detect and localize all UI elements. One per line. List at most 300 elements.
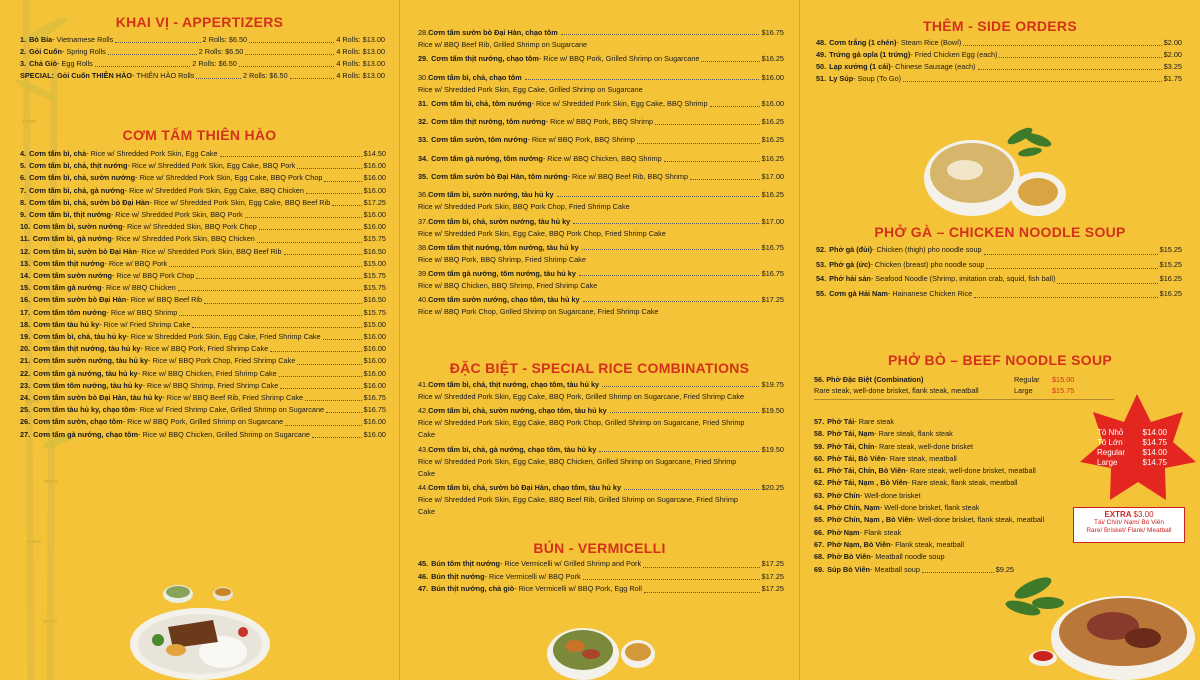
item-name: Phở Tái: [827, 417, 855, 426]
item-number: 15.: [20, 283, 31, 293]
item-price: $1.75: [1163, 74, 1182, 84]
item-name: Bún tôm thịt nướng: [431, 559, 500, 568]
item-price: $19.50: [761, 406, 784, 416]
side-orders-list: [816, 37, 1182, 85]
item-number: 51.: [816, 74, 827, 84]
leader-dots: [974, 290, 1157, 298]
item-description: - Vietnamese Rolls: [52, 35, 114, 44]
item-number: 13.: [20, 258, 31, 268]
leader-dots: [323, 332, 362, 340]
bun-bowl-photo: [545, 614, 660, 680]
item-price: $15.75: [363, 283, 386, 293]
item-name: Cơm tấm sườn, chạo tôm: [33, 417, 123, 427]
menu-item: [20, 368, 386, 380]
item-name: Cơm tấm thịt nướng, tàu hủ ky: [33, 344, 141, 354]
item-price: $15.75: [363, 307, 386, 317]
item-name: Bún thịt nướng, chả giò: [431, 584, 515, 593]
item-name: Cơm tấm sườn nướng, tàu hủ ky: [33, 356, 149, 366]
leader-dots: [561, 27, 759, 35]
leader-dots: [297, 357, 361, 365]
item-description: Rice w/ BBQ Pork, BBQ Shrimp, Fried Shrimp Cake: [418, 254, 586, 264]
item-price: 4 Rolls: $13.00: [336, 35, 385, 44]
item-description: - Rice w/ BBQ Beef Rib: [126, 295, 203, 305]
item-description: - Rice w/ BBQ Pork Chop, Fried Shrimp Cake: [148, 356, 296, 366]
leader-dots: [599, 444, 758, 452]
size-label: Tô Nhỏ: [1097, 428, 1124, 437]
item-name: Cơm tấm bì, chả, tôm nướng: [431, 98, 532, 108]
leader-dots: [710, 99, 760, 107]
item-description: Rice w/ Shredded Pork Skin, Egg Cake, BBQ Pork Chop, Grilled Shrimp on Sugarcane, Fried Shrimp Cake: [418, 418, 745, 440]
item-number: 50.: [816, 62, 827, 72]
item-number: 65.: [814, 515, 825, 525]
menu-item: [20, 294, 386, 306]
item-description: - Rare steak, well-done brisket, meatball: [905, 466, 1036, 476]
item-description: - Spring Rolls: [61, 47, 106, 57]
item-number: 12.: [20, 246, 31, 256]
item-description: - Meatball soup: [870, 564, 920, 574]
menu-item: [418, 268, 784, 292]
menu-item: [418, 98, 784, 110]
item-description: - Rare steak: [854, 417, 894, 426]
item-number: 10.: [20, 222, 31, 232]
item-description: - Rice w/ BBQ Pork: [104, 258, 168, 268]
item-name: Cơm tấm sườn, tôm nướng: [431, 135, 528, 145]
item-number: 20.: [20, 344, 31, 354]
extra-title: EXTRA: [1104, 510, 1132, 519]
item-name: Cơm gà Hải Nam: [829, 288, 888, 298]
item-description: - Egg Rolls: [57, 59, 93, 69]
item-price: $16.00: [363, 356, 386, 366]
menu-item: [418, 379, 784, 403]
item-name: Cơm tấm gà nướng, chạo tôm: [33, 429, 139, 439]
menu-item: [20, 319, 386, 331]
menu-item: [20, 58, 385, 70]
menu-item: [418, 482, 784, 518]
menu-item: [20, 355, 386, 367]
menu-item: [814, 564, 1014, 576]
leader-dots: [643, 560, 760, 568]
item-number: 30.: [418, 72, 429, 82]
menu-item: [20, 429, 386, 441]
item-price: 4 Rolls: $13.00: [336, 59, 385, 69]
leader-dots: [290, 71, 335, 79]
item-number: 68.: [814, 552, 825, 562]
item-name: Cơm tấm sườn bò Đại Hàn, tàu hủ ky: [33, 393, 163, 403]
item-price: $16.75: [363, 393, 386, 403]
size-price-row: [1097, 428, 1167, 438]
item-price: $16.50: [363, 246, 386, 256]
leader-dots: [306, 186, 362, 194]
item-description: - Flank steak: [859, 527, 902, 537]
leader-dots: [963, 38, 1161, 46]
item-price: $2.00: [1163, 50, 1182, 60]
leader-dots: [196, 271, 361, 279]
leader-dots: [297, 161, 361, 169]
item-price: $16.25: [1159, 274, 1182, 283]
item-number: 57.: [814, 417, 825, 426]
menu-item: [20, 380, 386, 392]
item-description: - Seafood Noodle (Shrimp, imitation crab, squid, fish ball): [870, 274, 1056, 283]
item-number: 8.: [20, 197, 27, 207]
leader-dots: [573, 216, 758, 224]
item-name: Cơm tấm gà nướng, tôm nướng: [431, 153, 543, 163]
small-price: 2 Rolls: $6.50: [202, 35, 248, 44]
item-number: 6.: [20, 173, 27, 183]
item-name: Cơm tấm thịt nướng, tôm nướng: [431, 117, 546, 127]
item-number: 58.: [814, 429, 825, 439]
item-price: $16.50: [363, 295, 386, 305]
leader-dots: [332, 198, 361, 206]
leader-dots: [284, 247, 362, 255]
item-description: - Rice w/ BBQ Chicken, BBQ Shrimp: [542, 153, 662, 163]
item-number: 5.: [20, 161, 27, 171]
item-description: - Rice w/ Fried Shrimp Cake: [99, 319, 191, 329]
com-tam-heading: CƠM TẤM THIÊN HÀO: [122, 127, 277, 143]
size-label: Large: [1097, 458, 1118, 467]
item-number: 23.: [20, 380, 31, 390]
item-description: - Rice w Shredded Pork Skin, Egg Cake, Fried Shrimp Cake: [126, 332, 321, 342]
item-number: 40.: [418, 295, 429, 305]
item-price: $16.00: [363, 344, 386, 354]
item-description: - Rice Vermicelli w/ BBQ Pork: [484, 571, 581, 581]
item-number: 43.: [418, 444, 429, 454]
item-number: 46.: [418, 571, 429, 581]
item-description: - Rice w/ BBQ Pork, BBQ Shrimp: [527, 135, 635, 145]
item-price: $16.00: [363, 368, 386, 378]
item-number: 61.: [814, 466, 825, 476]
item-description: Rice w/ Shredded Pork Skin, Egg Cake, BBQ Chicken, Grilled Shrimp on Sugarcane, Fried Shrimp Cake: [418, 456, 737, 478]
item-number: 11.: [20, 234, 30, 244]
menu-item: [814, 490, 1084, 502]
leader-dots: [324, 174, 361, 182]
leader-dots: [204, 296, 362, 304]
item-number: 19.: [20, 332, 31, 342]
item-name: Phở Tái, Nạm , Bò Viên: [827, 478, 908, 488]
menu-item: [816, 287, 1182, 302]
item-price: $16.00: [761, 72, 784, 82]
item-name: Cơm tấm bì, sườn nướng: [33, 222, 123, 232]
menu-item: [20, 160, 386, 172]
item-description: - Rare steak, flank steak, meatball: [907, 478, 1018, 488]
item-price: $15.00: [363, 258, 386, 268]
menu-item: [814, 514, 1084, 526]
item-name: Phở gà (đùi): [829, 245, 873, 254]
item-price: $20.25: [761, 483, 784, 493]
leader-dots: [192, 320, 361, 328]
item-price: $2.00: [1163, 38, 1182, 47]
menu-item: [20, 172, 386, 184]
leader-dots: [999, 50, 1161, 58]
item-description: - Rice w/ BBQ Chicken, Fried Shrimp Cake: [137, 368, 277, 378]
leader-dots: [220, 149, 362, 157]
item-description: - Rice w/ Shredded Pork Skin, Egg Cake, BBQ Shrimp: [531, 98, 708, 108]
item-price: $17.25: [761, 559, 784, 568]
menu-item: [814, 428, 1084, 440]
item-description: - Rice w/ BBQ Chicken, Grilled Shrimp on Sugarcane: [138, 429, 310, 439]
menu-item: [20, 343, 386, 355]
leader-dots: [178, 283, 362, 291]
item-name: Phở hải sản: [829, 274, 871, 283]
item-name: Cơm trắng (1 chén): [829, 38, 897, 47]
item-name: Cơm tấm bì, chả, sườn nướng, chạo tôm, tàu hủ ky: [428, 406, 607, 416]
item-description: - Rice w/ Shredded Pork Skin, Egg Cake, BBQ Pork: [127, 161, 296, 171]
item-number: 44.: [418, 483, 429, 493]
item-name: Cơm tấm gà nướng: [33, 283, 102, 293]
menu-item: [816, 37, 1182, 49]
item-name: Phở Bò Viên: [827, 552, 871, 562]
item-description: - Rice w/ Shredded Skin, BBQ Pork Chop: [122, 222, 257, 232]
item-number: 31.: [418, 98, 429, 108]
leader-dots: [903, 74, 1162, 82]
item-number: 38.: [418, 242, 429, 252]
item-name: Gỏi Cuốn THIÊN HÀO: [57, 71, 133, 81]
item-number: 18.: [20, 319, 31, 329]
menu-item: [20, 404, 386, 416]
item-number: 63.: [814, 490, 825, 500]
leader-dots: [610, 405, 759, 413]
item-name: Phở Tái, Bò Viên: [827, 453, 886, 463]
item-number: 64.: [814, 503, 825, 513]
item-name: Cơm tấm bì, chả, tàu hủ ky: [33, 332, 127, 342]
item-name: Cơm tấm bì, chả, sườn bò Đại Hàn: [29, 197, 150, 207]
item-number: 17.: [20, 307, 31, 317]
item-name: Cơm tấm thịt nướng: [33, 258, 105, 268]
item-price: $16.75: [761, 28, 784, 37]
item-number: 56.: [814, 375, 825, 384]
pho-dac-biet-item: [814, 374, 1114, 396]
item-name: Cơm tấm tàu hủ ky: [33, 319, 100, 329]
menu-item: [20, 246, 386, 258]
item-number: 34.: [418, 153, 429, 163]
item-price: $17.00: [761, 171, 784, 181]
item-number: 25.: [20, 405, 31, 415]
item-price: $16.25: [761, 117, 784, 127]
item-number: 62.: [814, 478, 825, 488]
item-description: Rice w/ Shredded Pork Skin, Egg Cake, Grilled Shrimp on Sugarcane: [418, 84, 643, 94]
leader-dots: [922, 565, 994, 573]
item-name: Bò Bía: [29, 35, 53, 44]
item-price: $17.25: [363, 197, 386, 207]
item-description: - Rice w/ BBQ Pork Chop: [112, 271, 195, 281]
item-number: 52.: [816, 245, 827, 254]
menu-column-left: [0, 0, 400, 680]
leader-dots: [115, 35, 200, 43]
item-number: 59.: [814, 441, 825, 451]
item-price: $9.25: [995, 564, 1014, 574]
bun-list: [418, 558, 784, 596]
item-number: 2.: [20, 47, 27, 57]
item-description: - Chinese Sausage (each): [890, 62, 976, 72]
item-name: Cơm tấm thịt nướng, tôm nướng, tàu hủ ky: [428, 242, 579, 252]
item-description: Rice w/ BBQ Pork Chop, Grilled Shrimp on Sugarcane, Fried Shrimp Cake: [418, 307, 659, 317]
menu-item: [20, 416, 386, 428]
item-description: - Rice Vermicelli w/ Grilled Shrimp and Pork: [500, 559, 642, 568]
item-name: Cơm tấm bì, sườn nướng, tàu hủ ky: [428, 190, 554, 200]
item-price: $16.00: [363, 210, 386, 220]
item-name: Cơm tấm sườn bò Đại Hàn: [33, 295, 127, 305]
item-description: - Well-done brisket: [859, 490, 921, 500]
item-name: Cơm tấm thịt nướng, chạo tôm: [431, 54, 539, 64]
menu-item: [814, 441, 1084, 453]
item-number: 53.: [816, 259, 827, 269]
item-name: Cơm tấm bì, chả, thịt nướng, chạo tôm, tàu hủ ky: [428, 380, 600, 389]
menu-item: [814, 527, 1084, 539]
size-label: Regular: [1097, 448, 1126, 457]
item-description: - Steam Rice (Bowl): [896, 38, 962, 47]
item-price: $16.00: [363, 185, 386, 195]
leader-dots: [108, 47, 197, 55]
com-tam-combo-list: [418, 27, 784, 321]
item-price: 4 Rolls: $13.00: [336, 71, 385, 81]
item-description: Rice w/ BBQ Chicken, BBQ Shrimp, Fried Shrimp Cake: [418, 281, 598, 291]
extra-price: $3.00: [1133, 510, 1154, 519]
item-price: $19.75: [761, 380, 784, 389]
menu-item: [816, 258, 1182, 273]
menu-item: [816, 61, 1182, 73]
leader-dots: [701, 54, 759, 62]
pho-bo-bowl-photo: [1003, 568, 1198, 680]
menu-item: [20, 197, 386, 209]
extra-vn-line: Tái/ Chín/ Nạm/ Bò Viên: [1094, 519, 1164, 526]
item-number: 60.: [814, 453, 825, 463]
item-description: - Rare steak, meatball: [885, 453, 957, 463]
item-price: $16.25: [761, 54, 784, 64]
menu-item: [418, 153, 784, 165]
item-name: Cơm tấm tàu hủ ky, chạo tôm: [33, 405, 136, 415]
item-name: Bún thịt nướng: [431, 571, 485, 581]
item-description: - Rice w/ Shredded Pork Skin, BBQ Chicken: [111, 234, 255, 244]
item-description: Rice w/ Shredded Pork Skin, Egg Cake, BBQ Pork Chop, Fried Shrimp Cake: [418, 228, 666, 238]
leader-dots: [257, 235, 362, 243]
item-name: Phở Đặc Biệt (Combination): [826, 375, 924, 384]
item-description: - Rice w/ BBQ Pork, BBQ Shrimp: [545, 117, 654, 127]
leader-dots: [259, 222, 362, 230]
item-price: $16.00: [363, 173, 386, 183]
menu-item: [20, 185, 386, 197]
size-price: $14.00: [1142, 428, 1167, 437]
menu-item: [20, 307, 386, 319]
leader-dots: [326, 405, 362, 413]
leader-dots: [1057, 276, 1157, 284]
item-price: $16.00: [363, 222, 386, 232]
leader-dots: [582, 242, 759, 250]
extra-meat-box: [1073, 507, 1185, 543]
item-name: Cơm tấm gà nướng, tôm nướng, tàu hủ ky: [428, 269, 576, 279]
item-name: Cơm tấm bì, chả, gà nướng: [29, 185, 125, 195]
item-description: - THIÊN HÀO Rolls: [132, 71, 195, 81]
leader-dots: [239, 59, 334, 67]
menu-item: [418, 189, 784, 213]
item-description: Rice w/ Shredded Pork Skin, BBQ Pork Chop, Fried Shrimp Cake: [418, 202, 630, 212]
item-price: $16.25: [761, 190, 784, 200]
menu-item: [20, 70, 385, 82]
item-name: Cơm tấm sườn bò Đại Hàn, tôm nướng: [431, 171, 568, 181]
leader-dots: [557, 189, 759, 197]
menu-item: [20, 209, 386, 221]
menu-item: [20, 221, 386, 233]
divider: [814, 399, 1114, 400]
item-number: 24.: [20, 393, 31, 403]
item-price: $16.25: [761, 135, 784, 145]
item-name: Phở Chín, Nạm , Bò Viên: [827, 515, 913, 525]
item-number: 7.: [20, 185, 27, 195]
leader-dots: [624, 482, 759, 490]
leader-dots: [602, 379, 759, 387]
leader-dots: [637, 136, 760, 144]
item-number: 69.: [814, 564, 825, 574]
item-description: Rare steak, well-done brisket, flank steak, meatball: [814, 386, 979, 395]
menu-item: [814, 477, 1084, 489]
item-price: $17.25: [761, 571, 784, 581]
small-price: 2 Rolls: $6.50: [192, 59, 237, 69]
size-price: $14.75: [1142, 458, 1167, 467]
item-price: $16.00: [363, 380, 386, 390]
menu-item: [816, 243, 1182, 258]
item-description: - Rice w/ Shredded Pork Skin, Egg Cake, BBQ Beef Rib: [149, 197, 331, 207]
bun-heading: BÚN - VERMICELLI: [533, 540, 666, 556]
item-name: Phở Chín, Nạm: [827, 503, 880, 513]
item-description: - Hainanese Chicken Rice: [887, 288, 973, 298]
item-name: Phở Tái, Nạm: [827, 429, 875, 439]
menu-item: [418, 242, 784, 266]
extra-en-line: Rare/ Brisket/ Flank/ Meatball: [1086, 527, 1172, 534]
item-number: 42.: [418, 406, 429, 416]
item-number: 55.: [816, 288, 827, 298]
leader-dots: [280, 381, 361, 389]
item-price: $19.50: [761, 444, 784, 454]
leader-dots: [984, 247, 1158, 255]
menu-item: [816, 49, 1182, 61]
item-name: Phở gà (ức): [829, 259, 871, 269]
pho-bo-list: [814, 416, 1084, 576]
item-description: - Soup (To Go): [853, 74, 902, 84]
item-description: - Chicken (thigh) pho noodle soup: [872, 245, 982, 254]
menu-item: [418, 558, 784, 571]
menu-item: [814, 539, 1084, 551]
menu-item: [20, 148, 386, 160]
appetizers-list: [20, 34, 385, 82]
item-description: Rice w/ BBQ Beef Rib, Grilled Shrimp on Sugarcane: [418, 40, 588, 50]
menu-item: [816, 272, 1182, 287]
special-heading: ĐẶC BIỆT - SPECIAL RICE COMBINATIONS: [449, 360, 750, 376]
leader-dots: [245, 210, 362, 218]
item-name: Cơm tấm gà nướng, tàu hủ ky: [33, 368, 138, 378]
item-number: 54.: [816, 274, 827, 283]
item-number: 37.: [418, 216, 429, 226]
item-description: - Rice w/ BBQ Pork, Fried Shrimp Cake: [140, 344, 269, 354]
leader-dots: [579, 268, 759, 276]
small-price: 2 Rolls: $6.50: [198, 47, 244, 57]
item-description: - Rare steak, well-done brisket: [874, 441, 974, 451]
item-name: Cơm tấm sườn nướng: [33, 271, 112, 281]
leader-dots: [305, 393, 362, 401]
menu-item: [814, 502, 1084, 514]
item-description: - Rice w/ BBQ Pork, Grilled Shrimp on Sugarcane: [122, 417, 284, 427]
leader-dots: [312, 430, 362, 438]
item-name: Phở Nạm: [827, 527, 860, 537]
item-number: 27.: [20, 429, 31, 439]
item-name: Cơm tấm bì, chả: [29, 149, 87, 158]
item-price: $16.00: [363, 417, 386, 427]
item-price: $15.25: [1159, 245, 1182, 254]
leader-dots: [525, 72, 759, 80]
item-price: $16.75: [761, 269, 784, 279]
item-name: Cơm tấm tôm nướng, tàu hủ ky: [33, 380, 143, 390]
item-number: 33.: [418, 135, 429, 145]
item-price: $16.00: [761, 98, 784, 108]
item-description: - Rice w/ BBQ Pork, Grilled Shrimp on Sugarcane: [538, 54, 700, 64]
menu-item: [418, 571, 784, 584]
